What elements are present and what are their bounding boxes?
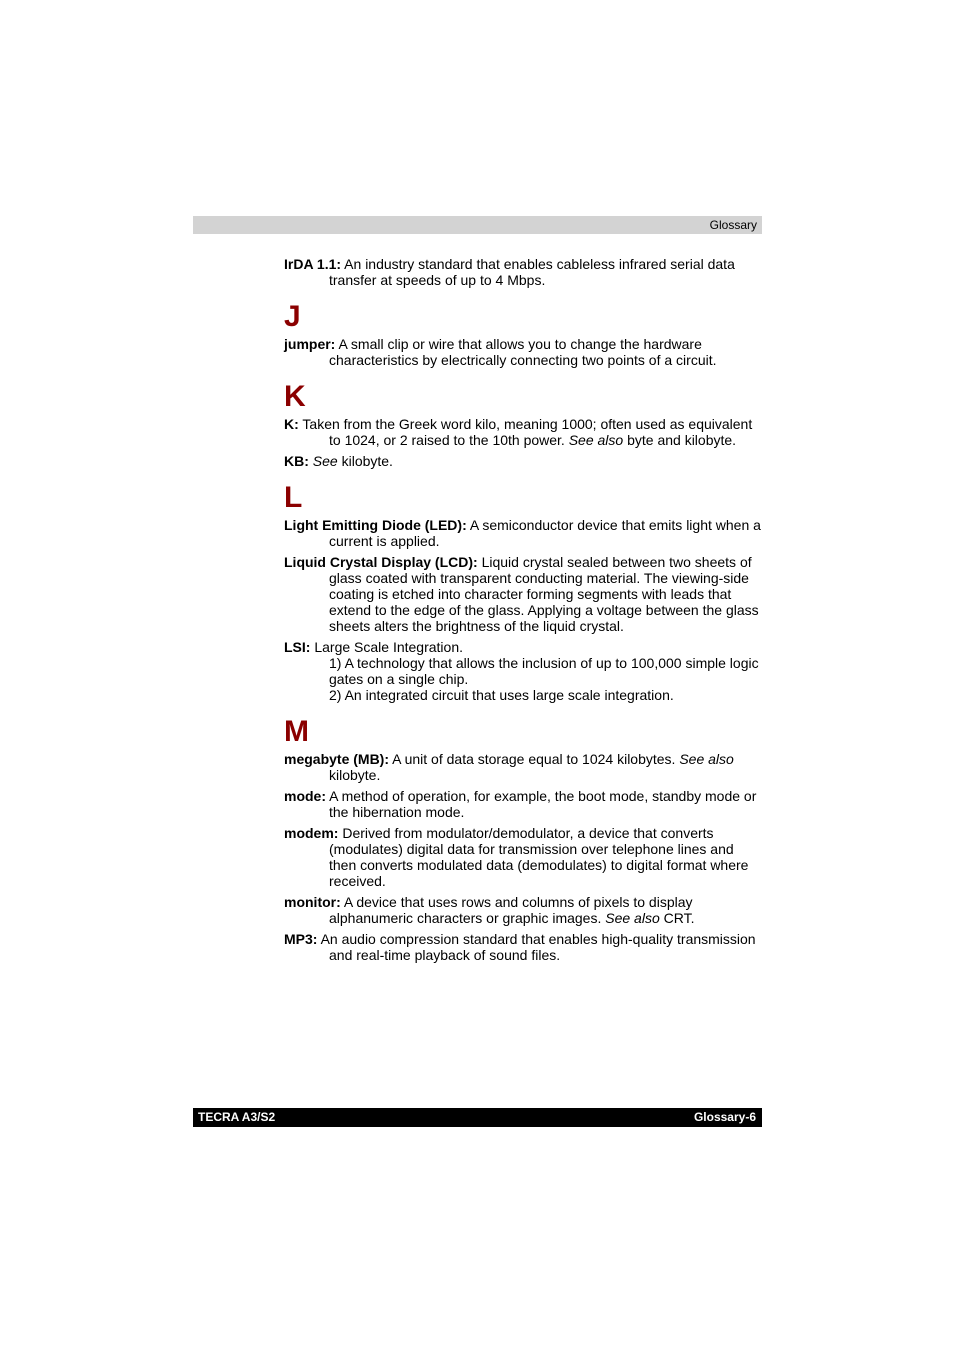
entry-definition: A semiconductor device that emits light when a current is applied. (329, 517, 761, 549)
entry-term: modem: (284, 825, 339, 841)
glossary-content (284, 256, 762, 968)
section-letter-m: M (284, 715, 309, 748)
entry-term: Liquid Crystal Display (LCD): (284, 554, 478, 570)
footer-page-number: Glossary-6 (693, 1110, 756, 1124)
entry-term: Light Emitting Diode (LED): (284, 517, 467, 533)
entry-definition: A unit of data storage equal to 1024 kilobytes. (389, 751, 680, 767)
entry-subdefinition-1: 1) A technology that allows the inclusion of up to 100,000 simple logic gates on a single chip. (329, 655, 759, 687)
entry-definition-tail: byte and kilobyte. (623, 432, 737, 448)
entry-definition-tail: kilobyte. (329, 767, 381, 783)
header-title: Glossary (709, 218, 757, 232)
glossary-entry-irda (284, 256, 762, 288)
glossary-entry-mp3 (284, 931, 762, 963)
glossary-entry-k (284, 416, 762, 448)
entry-term: LSI: (284, 639, 311, 655)
entry-term: KB: (284, 453, 309, 469)
section-letter-l: L (284, 481, 303, 514)
entry-definition: Derived from modulator/demodulator, a device that converts (modulates) digital data for transmission over telephone lines and then converts modulated data (demodulates) to digital format where received. (329, 825, 749, 889)
entry-term: IrDA 1.1: (284, 256, 342, 272)
entry-definition: Liquid crystal sealed between two sheets of glass coated with transparent conducting material. The viewing-side coating is etched into character forming segments with leads that extend to the edge of the glass. Applying a voltage between the glass sheets alters the brightness of the liquid crystal. (329, 554, 759, 634)
entry-definition: Taken from the Greek word kilo, meaning 1000; often used as equivalent to 1024, or 2 raised to the 10th power. (298, 416, 753, 448)
running-footer (193, 1108, 762, 1127)
section-letter-j: J (284, 300, 301, 333)
see-also: See also (679, 751, 734, 767)
glossary-entry-megabyte (284, 751, 762, 783)
entry-definition: A method of operation, for example, the boot mode, standby mode or the hibernation mode. (326, 788, 757, 820)
entry-term: MP3: (284, 931, 318, 947)
entry-term: jumper: (284, 336, 336, 352)
glossary-entry-kb (284, 453, 762, 469)
entry-definition: A small clip or wire that allows you to change the hardware characteristics by electrically connecting two points of a circuit. (329, 336, 717, 368)
entry-definition: A device that uses rows and columns of pixels to display alphanumeric characters or graphic images. (329, 894, 693, 926)
see-reference: See (312, 453, 338, 469)
entry-subdefinition-2: 2) An integrated circuit that uses large scale integration. (329, 687, 674, 703)
glossary-entry-mode (284, 788, 762, 820)
entry-definition: kilobyte. (337, 453, 393, 469)
footer-product-name: TECRA A3/S2 (198, 1110, 276, 1124)
see-also: See also (605, 910, 660, 926)
glossary-entry-modem (284, 825, 762, 889)
entry-definition-tail: CRT. (659, 910, 695, 926)
see-also: See also (568, 432, 624, 448)
entry-definition: An industry standard that enables cableless infrared serial data transfer at speeds of up to 4 Mbps. (329, 256, 735, 288)
running-header (193, 216, 762, 234)
glossary-entry-lsi (284, 639, 762, 703)
section-letter-k: K (284, 380, 306, 413)
glossary-entry-led (284, 517, 762, 549)
entry-term: monitor: (284, 894, 341, 910)
glossary-entry-jumper (284, 336, 762, 368)
glossary-entry-lcd (284, 554, 762, 634)
entry-term: megabyte (MB): (284, 751, 390, 767)
entry-term: K: (284, 416, 299, 432)
entry-term: mode: (284, 788, 326, 804)
entry-definition: An audio compression standard that enables high-quality transmission and real-time playback of sound files. (317, 931, 756, 963)
glossary-entry-monitor (284, 894, 762, 926)
entry-definition: Large Scale Integration. (310, 639, 463, 655)
